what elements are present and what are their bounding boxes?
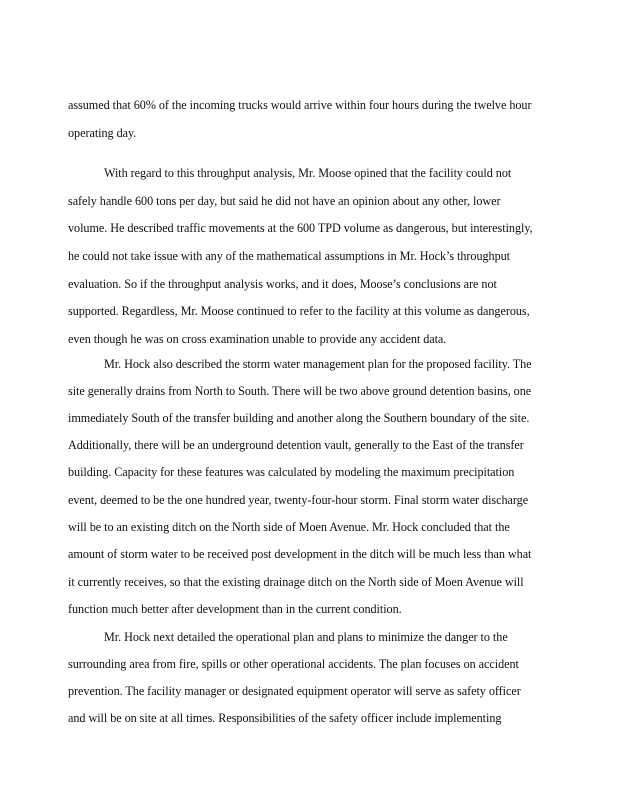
paragraph-line: volume. He described traffic movements at the 600 TPD volume as dangerous, but interestingly,	[68, 221, 533, 235]
paragraph-first-line: Mr. Hock next detailed the operational plan and plans to minimize the danger to the	[104, 630, 508, 644]
paragraph-line: supported. Regardless, Mr. Moose continued to refer to the facility at this volume as dangerous,	[68, 304, 530, 318]
paragraph-line: safely handle 600 tons per day, but said he did not have an opinion about any other, lower	[68, 194, 501, 208]
paragraph-line: function much better after development than in the current condition.	[68, 602, 402, 616]
paragraph-first-line: With regard to this throughput analysis, Mr. Moose opined that the facility could not	[104, 166, 512, 180]
paragraph-line: immediately South of the transfer building and another along the Southern boundary of the site.	[68, 411, 530, 425]
paragraph-line: Additionally, there will be an underground detention vault, generally to the East of the transfer	[68, 438, 524, 452]
paragraph-line: assumed that 60% of the incoming trucks would arrive within four hours during the twelve hour	[68, 98, 532, 112]
paragraph-line: operating day.	[68, 126, 137, 140]
paragraph-line: building. Capacity for these features was calculated by modeling the maximum precipitation	[68, 465, 515, 479]
paragraph-line: even though he was on cross examination unable to provide any accident data.	[68, 332, 447, 346]
paragraph-line: will be to an existing ditch on the North side of Moen Avenue. Mr. Hock concluded that the	[68, 520, 510, 534]
paragraph-line: event, deemed to be the one hundred year, twenty-four-hour storm. Final storm water discharge	[68, 493, 529, 507]
paragraph-line: amount of storm water to be received post development in the ditch will be much less than what	[68, 547, 532, 561]
paragraph-line: it currently receives, so that the existing drainage ditch on the North side of Moen Avenue will	[68, 575, 524, 589]
paragraph-line: and will be on site at all times. Responsibilities of the safety officer include implementing	[68, 711, 502, 725]
paragraph-first-line: Mr. Hock also described the storm water management plan for the proposed facility. The	[104, 357, 532, 371]
paragraph-line: he could not take issue with any of the mathematical assumptions in Mr. Hock’s throughput	[68, 249, 511, 263]
paragraph-line: prevention. The facility manager or designated equipment operator will serve as safety officer	[68, 684, 521, 698]
paragraph-line: site generally drains from North to South. There will be two above ground detention basins, one	[68, 384, 532, 398]
paragraph-line: surrounding area from fire, spills or other operational accidents. The plan focuses on accident	[68, 657, 519, 671]
paragraph-line: evaluation. So if the throughput analysis works, and it does, Moose’s conclusions are not	[68, 277, 497, 291]
